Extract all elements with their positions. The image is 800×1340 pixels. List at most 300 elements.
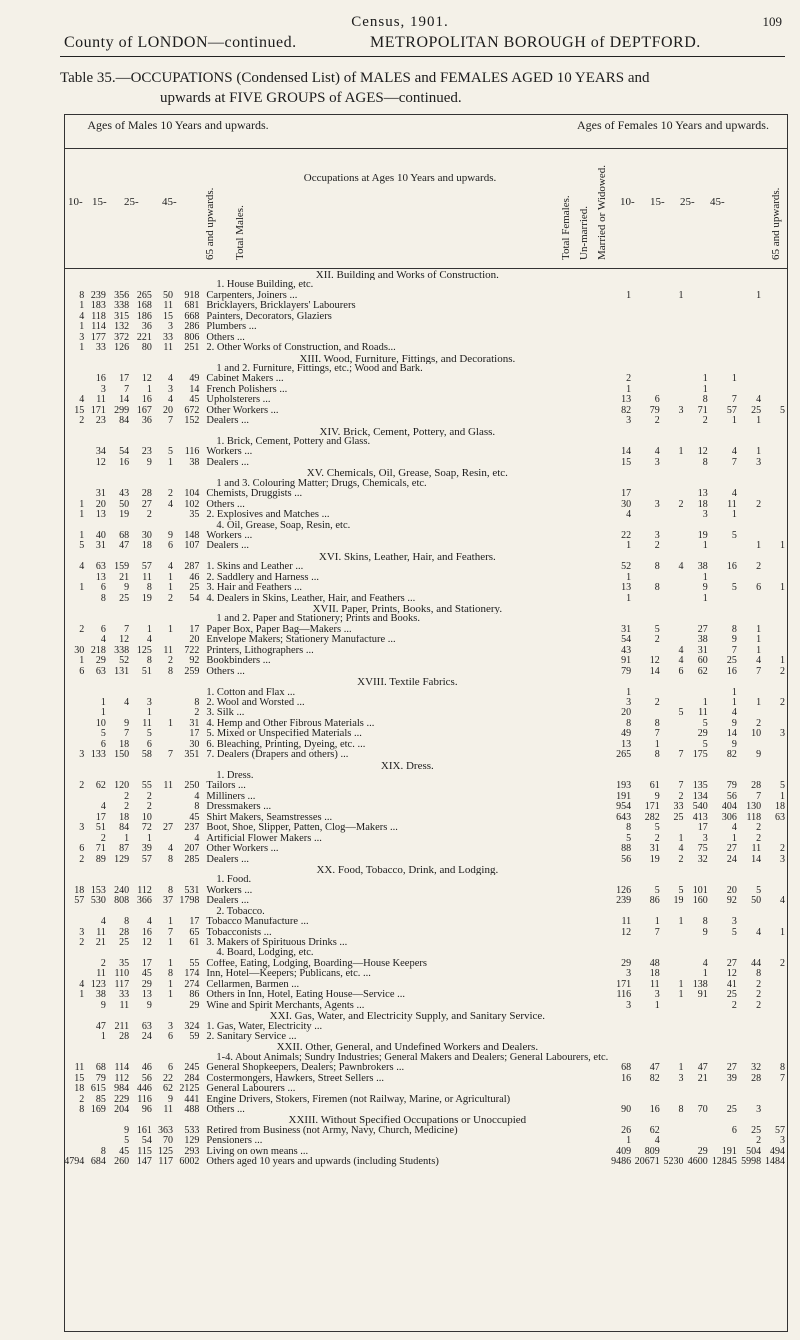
female-value: 20	[621, 708, 632, 719]
female-value: 29	[697, 1146, 708, 1157]
female-value	[764, 510, 788, 520]
female-value	[608, 1084, 634, 1094]
male-value: 8	[168, 885, 173, 896]
female-value: 2	[654, 833, 660, 844]
female-value	[608, 312, 634, 322]
female-value	[740, 917, 764, 927]
female-value: 5	[702, 739, 708, 750]
male-value: 96	[141, 1105, 152, 1116]
female-value	[764, 333, 788, 343]
female-value: 6	[678, 666, 684, 677]
male-value: 615	[90, 1084, 106, 1095]
male-value: 55	[141, 781, 152, 792]
male-value: 4	[146, 635, 152, 646]
male-value: 33	[163, 332, 173, 343]
female-value: 494	[770, 1146, 785, 1157]
occupation-label: 7. Dealers (Drapers and others) ...	[206, 750, 349, 761]
female-value: 2	[678, 499, 684, 510]
page-number: 109	[762, 14, 782, 29]
female-value: 12	[649, 656, 660, 667]
female-value: 3	[626, 969, 632, 980]
female-value: 70	[697, 1105, 708, 1116]
section-heading: 2. Tobacco.	[216, 906, 265, 917]
male-value: 112	[114, 1073, 130, 1084]
male-value: 18	[74, 1084, 85, 1095]
male-value: 229	[114, 1094, 130, 1105]
table-row	[64, 573, 788, 583]
male-value: 54	[119, 447, 130, 458]
male-value: 49	[189, 374, 200, 385]
male-value: 324	[184, 1021, 200, 1032]
male-value	[64, 1032, 87, 1042]
female-value: 135	[692, 781, 708, 792]
male-value: 2	[79, 938, 85, 949]
female-value: 1	[702, 969, 708, 980]
male-value: 1	[168, 718, 173, 729]
section-heading: 1. House Building, etc.	[216, 280, 314, 291]
female-value: 3	[780, 1136, 785, 1147]
occupation-label: 2. Explosives and Matches ...	[206, 510, 330, 521]
female-value: 13	[621, 583, 632, 594]
male-value: 17	[189, 729, 200, 740]
male-value: 13	[95, 572, 106, 583]
female-value	[711, 938, 740, 948]
male-value: 161	[136, 1125, 152, 1136]
female-value	[608, 322, 634, 332]
male-value: 1	[168, 457, 173, 468]
table-row	[64, 541, 788, 551]
female-value	[634, 688, 663, 698]
female-value	[663, 594, 687, 604]
male-value: 19	[119, 510, 130, 521]
male-value: 63	[141, 1021, 152, 1032]
female-value	[764, 531, 788, 541]
female-value: 4	[756, 927, 762, 938]
male-value: 23	[95, 416, 106, 427]
male-value: 4	[100, 802, 106, 813]
male-value: 25	[119, 593, 130, 604]
male-value: 50	[163, 290, 173, 301]
male-value: 3	[79, 750, 85, 761]
female-value: 25	[751, 1125, 762, 1136]
section-heading: XVI. Skins, Leather, Hair, and Feathers.	[318, 551, 496, 563]
table-row	[64, 844, 788, 854]
female-value: 1	[702, 697, 708, 708]
female-value: 171	[616, 979, 632, 990]
female-value	[663, 635, 687, 645]
occupation-label: Paper Box, Paper Bag—Makers ...	[206, 624, 352, 635]
male-value: 3	[146, 697, 152, 708]
female-value: 954	[616, 802, 632, 813]
male-col-head: 65 and upwards.	[204, 187, 216, 260]
male-value: 63	[95, 666, 106, 677]
male-value: 57	[141, 562, 152, 573]
occupation-label: Envelope Makers; Stationery Manufacture ...	[206, 635, 396, 646]
female-value	[663, 1001, 687, 1011]
female-value: 3	[756, 1105, 762, 1116]
female-value	[764, 646, 788, 656]
female-value: 3	[654, 457, 660, 468]
male-value: 68	[119, 530, 130, 541]
female-value	[711, 312, 740, 322]
male-value: 2	[100, 833, 106, 844]
male-value: 117	[158, 1157, 173, 1168]
male-value: 79	[95, 1073, 106, 1084]
male-value: 1	[79, 530, 85, 541]
male-value: 65	[189, 927, 200, 938]
male-value	[87, 1126, 109, 1136]
female-value: 1	[731, 833, 737, 844]
female-value: 16	[621, 1073, 632, 1084]
table-row	[64, 301, 788, 311]
male-value: 45	[189, 812, 200, 823]
female-value: 3	[678, 1073, 684, 1084]
female-value: 82	[726, 750, 737, 761]
female-value	[686, 333, 710, 343]
male-value: 62	[95, 781, 106, 792]
male-value: 10	[95, 718, 106, 729]
table-row	[64, 1084, 788, 1094]
female-value: 8	[654, 718, 660, 729]
male-value: 11	[96, 395, 106, 406]
occupation-label: Cellarmen, Barmen ...	[206, 979, 300, 990]
male-value: 153	[90, 885, 106, 896]
male-value: 129	[184, 1136, 200, 1147]
female-value	[608, 938, 634, 948]
female-value	[711, 291, 740, 301]
female-value: 28	[751, 781, 762, 792]
table-row	[64, 928, 788, 938]
occupation-label: Painters, Decorators, Glaziers	[206, 311, 332, 322]
section-heading: XXII. Other, General, and Undefined Workers and Dealers.	[276, 1042, 539, 1053]
male-value: 8	[100, 593, 106, 604]
female-value	[634, 322, 663, 332]
male-value: 63	[95, 562, 106, 573]
female-value	[663, 625, 687, 635]
section-heading-row	[64, 521, 788, 531]
female-value: 25	[726, 656, 737, 667]
female-value	[686, 1136, 710, 1146]
male-value: 284	[184, 1073, 200, 1084]
female-value: 7	[731, 395, 737, 406]
male-value: 2	[124, 802, 130, 813]
table-row	[64, 562, 788, 572]
female-value: 1	[731, 687, 737, 698]
occupation-label: 6. Bleaching, Printing, Dyeing, etc. ...	[206, 739, 366, 750]
male-value: 1	[124, 833, 130, 844]
female-value	[634, 301, 663, 311]
female-value: 1	[731, 697, 737, 708]
male-value: 34	[95, 447, 106, 458]
male-value: 102	[184, 499, 200, 510]
female-value: 2	[654, 541, 660, 552]
male-value: 62	[163, 1084, 173, 1095]
male-value: 2	[79, 416, 85, 427]
male-value: 72	[141, 823, 152, 834]
female-value: 20	[726, 885, 737, 896]
female-value: 14	[649, 666, 660, 677]
female-value: 7	[731, 457, 737, 468]
male-value: 167	[136, 405, 152, 416]
female-value: 171	[644, 802, 660, 813]
male-value: 3	[168, 384, 173, 395]
male-value: 84	[119, 416, 130, 427]
male-value: 1	[100, 708, 106, 719]
female-value	[764, 573, 788, 583]
female-value	[711, 541, 740, 551]
females-group-heading: Ages of Females 10 Years and upwards.	[577, 118, 769, 132]
male-value: 1	[146, 833, 152, 844]
occupation-label: Dealers ...	[206, 416, 249, 427]
table-row	[64, 458, 788, 468]
female-value	[634, 594, 663, 604]
male-value: 11	[163, 1105, 173, 1116]
female-value: 52	[621, 562, 632, 573]
female-value	[764, 688, 788, 698]
male-value: 984	[114, 1084, 130, 1095]
female-value	[663, 301, 687, 311]
female-value	[663, 729, 687, 739]
female-value: 191	[616, 791, 632, 802]
table-row	[64, 594, 788, 604]
female-value: 8	[702, 917, 708, 928]
section-heading-row	[64, 1042, 788, 1052]
male-value: 85	[95, 1094, 106, 1105]
table-row	[64, 395, 788, 405]
female-value: 7	[780, 1073, 785, 1084]
female-value: 63	[775, 812, 785, 823]
female-value	[686, 1126, 710, 1136]
male-value: 58	[141, 750, 152, 761]
female-value	[663, 1126, 687, 1136]
male-value: 84	[119, 823, 130, 834]
female-value	[764, 500, 788, 510]
male-value: 7	[168, 927, 173, 938]
occupation-label: Bricklayers, Bricklayers' Labourers	[206, 301, 356, 312]
female-value: 92	[726, 896, 737, 907]
female-col-head: 15-	[650, 196, 665, 208]
table-row	[64, 719, 788, 729]
female-value: 12	[726, 969, 737, 980]
section-heading: XV. Chemicals, Oil, Grease, Soap, Resin, etc.	[306, 468, 508, 479]
occupation-label: Dealers ...	[206, 896, 249, 907]
female-value: 3	[756, 457, 762, 468]
male-value: 12	[119, 635, 130, 646]
female-value	[764, 886, 788, 896]
female-value: 29	[697, 729, 708, 740]
male-value	[64, 1147, 87, 1157]
county-heading: County of LONDON—continued.	[64, 34, 297, 51]
female-value: 1	[756, 645, 762, 656]
occupation-label: 1. Gas, Water, Electricity ...	[206, 1021, 323, 1032]
male-value: 6	[168, 1063, 173, 1074]
female-value	[663, 1136, 687, 1146]
table-row	[64, 729, 788, 739]
male-value: 118	[91, 311, 106, 322]
occupation-label: Cabinet Makers ...	[206, 374, 284, 385]
female-value: 82	[621, 405, 632, 416]
males-group-heading: Ages of Males 10 Years and upwards.	[87, 118, 269, 132]
male-value: 2	[146, 802, 152, 813]
male-value: 1	[146, 708, 152, 719]
female-value: 19	[649, 854, 660, 865]
male-value: 8	[194, 802, 200, 813]
female-value: 1	[731, 416, 737, 427]
section-heading-row	[64, 1011, 788, 1021]
occupation-label: Others aged 10 years and upwards (including Students)	[206, 1157, 439, 1168]
male-value: 16	[141, 927, 152, 938]
female-value	[764, 301, 788, 311]
male-value: 4	[100, 917, 106, 928]
occupation-label: 4. Dealers in Skins, Leather, Hair, and Feathers ...	[206, 593, 416, 604]
male-value: 338	[114, 645, 130, 656]
female-value	[740, 573, 764, 583]
female-value	[634, 333, 663, 343]
female-value: 1	[731, 374, 737, 385]
female-value: 3	[702, 833, 708, 844]
female-value	[608, 1022, 634, 1032]
female-value	[634, 1022, 663, 1032]
male-value: 174	[184, 969, 200, 980]
female-value: 5	[731, 583, 737, 594]
male-value: 2	[124, 791, 130, 802]
male-value: 286	[184, 322, 200, 333]
female-value: 3	[626, 416, 632, 427]
female-value	[663, 959, 687, 969]
female-value: 11	[698, 708, 708, 719]
male-value: 1	[168, 583, 173, 594]
female-value: 8	[654, 750, 660, 761]
male-value: 104	[184, 489, 200, 500]
male-value: 114	[114, 1063, 130, 1074]
male-value: 3	[100, 384, 106, 395]
male-value: 338	[114, 301, 130, 312]
female-value: 2	[756, 1136, 762, 1147]
female-value	[634, 1084, 663, 1094]
female-value	[764, 416, 788, 426]
female-value: 2	[626, 374, 632, 385]
female-value: 16	[649, 1105, 660, 1116]
table-row	[64, 980, 788, 990]
female-value: 79	[621, 666, 632, 677]
female-value: 11	[751, 844, 762, 855]
female-value: 8	[678, 1105, 684, 1116]
male-value: 92	[189, 656, 200, 667]
male-value: 6	[100, 739, 106, 750]
female-value: 16	[726, 666, 737, 677]
female-value: 126	[616, 885, 632, 896]
male-value: 16	[141, 395, 152, 406]
male-value: 12	[141, 938, 152, 949]
male-value: 1	[79, 322, 85, 333]
male-value: 55	[189, 958, 200, 969]
male-value	[64, 708, 87, 718]
occupation-label: Milliners ...	[206, 791, 256, 802]
female-value: 17	[697, 823, 708, 834]
occupation-label: Others ...	[206, 499, 245, 510]
table-row	[64, 896, 788, 906]
male-value: 11	[96, 927, 106, 938]
male-value: 265	[136, 290, 152, 301]
section-heading: XXI. Gas, Water, and Electricity Supply, and Sanitary Service.	[269, 1011, 546, 1022]
table-row	[64, 322, 788, 332]
male-value: 12	[141, 374, 152, 385]
male-value: 51	[95, 823, 106, 834]
female-value: 2	[756, 979, 762, 990]
male-value: 5	[168, 447, 173, 458]
male-value: 11	[74, 1063, 85, 1074]
section-heading: XX. Food, Tobacco, Drink, and Lodging.	[316, 864, 499, 876]
female-col-head: 10-	[620, 196, 635, 208]
section-heading: 1 and 2. Paper and Stationery; Prints and Books.	[216, 614, 420, 625]
section-heading-row	[64, 614, 788, 624]
male-value: 672	[184, 405, 200, 416]
female-value: 8	[756, 969, 762, 980]
male-value: 9	[168, 530, 173, 541]
male-value: 1	[79, 343, 85, 354]
female-value: 79	[649, 405, 660, 416]
female-value: 101	[692, 885, 708, 896]
female-value: 31	[649, 844, 660, 855]
female-value: 2	[756, 833, 762, 844]
male-value	[64, 917, 87, 927]
female-value: 306	[721, 812, 737, 823]
male-value: 2	[194, 708, 200, 719]
occupation-label: General Labourers ...	[206, 1084, 296, 1095]
female-value: 9	[731, 635, 737, 646]
section-heading: 1. Food.	[216, 875, 252, 886]
male-value: 7	[168, 750, 173, 761]
table-row	[64, 969, 788, 979]
male-value	[64, 1136, 87, 1146]
female-value	[663, 343, 687, 353]
section-heading-row	[64, 865, 788, 875]
occupation-label: Artificial Flower Makers ...	[206, 833, 322, 844]
male-value: 7	[124, 729, 130, 740]
female-value: 38	[697, 635, 708, 646]
male-value: 28	[119, 927, 130, 938]
female-value: 3	[626, 697, 632, 708]
female-value: 5	[678, 708, 684, 719]
male-value: 9	[124, 583, 130, 594]
male-value	[64, 1001, 87, 1011]
female-value	[764, 708, 788, 718]
male-value: 4	[194, 833, 200, 844]
female-value: 25	[673, 812, 684, 823]
female-value: 33	[673, 802, 684, 813]
male-value: 125	[158, 1146, 173, 1157]
female-value: 1	[731, 510, 737, 521]
occupation-label: Printers, Lithographers ...	[206, 645, 314, 656]
female-value: 18	[697, 499, 708, 510]
male-value: 150	[114, 750, 130, 761]
female-value: 57	[775, 1125, 785, 1136]
female-value	[764, 719, 788, 729]
female-value: 1	[756, 290, 762, 301]
female-value	[686, 1084, 710, 1094]
occupation-label: Tailors ...	[206, 781, 246, 792]
female-value	[663, 416, 687, 426]
female-value: 14	[751, 854, 762, 865]
male-value: 45	[119, 1146, 130, 1157]
male-value: 533	[184, 1125, 200, 1136]
female-value	[663, 374, 687, 384]
male-value: 1	[146, 624, 152, 635]
occupation-label: Dressmakers ...	[206, 802, 272, 813]
occupation-label: Other Workers ...	[206, 844, 279, 855]
female-value	[740, 531, 764, 541]
female-value	[711, 1032, 740, 1042]
